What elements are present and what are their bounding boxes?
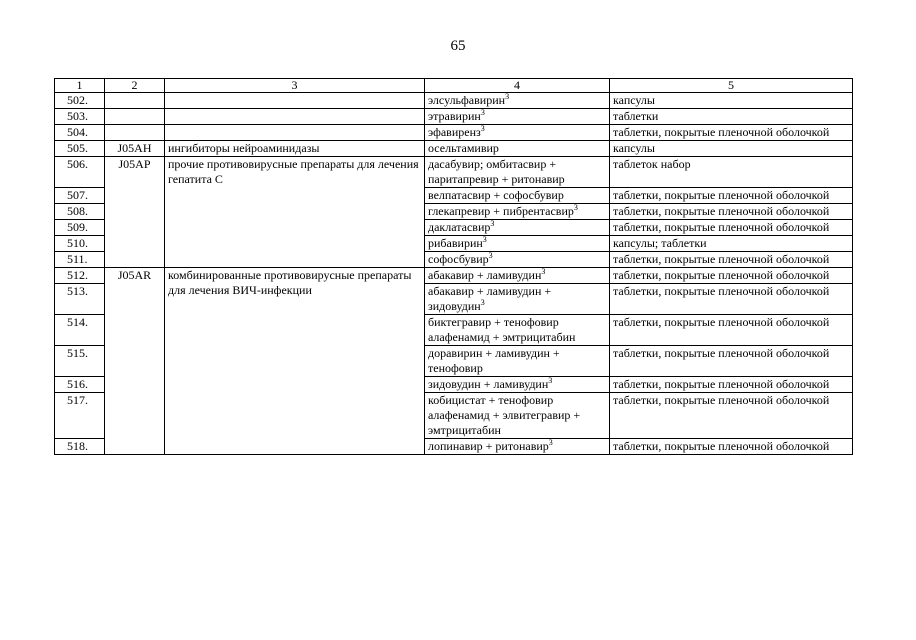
drug-name-cell [425,252,610,268]
drug-name-cell [425,109,610,125]
drug-name: этравирин [428,109,481,123]
drug-name: абакавир + ламивудин + зидовудин [428,284,552,313]
row-number: 510. [55,236,105,252]
drug-name-cell [425,377,610,393]
atc-code-cell [105,93,165,109]
dosage-form: таблетки, покрытые пленочной оболочкой [610,125,853,141]
atc-code-cell [105,109,165,125]
dosage-form: таблетки, покрытые пленочной оболочкой [610,252,853,268]
group-cell [165,109,425,125]
footnote-mark: 3 [488,251,493,260]
footnote-mark: 3 [482,235,487,244]
drug-name-cell [425,315,610,346]
atc-code: J05AP [105,157,165,268]
drug-name: кобицистат + тенофовир алафенамид + элвитегравир + эмтрицитабин [428,393,581,437]
dosage-form: таблетки, покрытые пленочной оболочкой [610,268,853,284]
drug-name-cell [425,125,610,141]
drug-name-cell [425,439,610,455]
row-number: 508. [55,204,105,220]
row-number: 503. [55,109,105,125]
dosage-form: капсулы [610,141,853,157]
drug-name: доравирин + ламивудин + тенофовир [428,346,560,375]
dosage-form: таблетки, покрытые пленочной оболочкой [610,220,853,236]
row-number: 516. [55,377,105,393]
table-header-row [55,79,853,93]
row-number: 507. [55,188,105,204]
dosage-form: таблетки, покрытые пленочной оболочкой [610,315,853,346]
footnote-mark: 3 [573,203,578,212]
pharmacological-group: комбинированные противовирусные препараты для лечения ВИЧ-инфекции [165,268,425,455]
pharmacological-group: ингибиторы нейроаминидазы [165,141,425,157]
row-number: 504. [55,125,105,141]
drug-name: велпатасвир + софосбувир [428,188,564,202]
footnote-mark: 3 [541,267,546,276]
table-row [55,125,853,141]
dosage-form: капсулы; таблетки [610,236,853,252]
drug-name: даклатасвир [428,220,491,234]
atc-code: J05AR [105,268,165,455]
pharmacological-group: прочие противовирусные препараты для лечения гепатита С [165,157,425,268]
row-number: 502. [55,93,105,109]
row-number: 513. [55,284,105,315]
drug-name: абакавир + ламивудин [428,268,542,282]
row-number: 505. [55,141,105,157]
drug-name: осельтамивир [428,141,499,155]
dosage-form: таблетки, покрытые пленочной оболочкой [610,439,853,455]
drug-name: лопинавир + ритонавир [428,439,549,453]
drug-name-cell [425,346,610,377]
drug-name-cell [425,236,610,252]
row-number: 509. [55,220,105,236]
dosage-form: таблетки, покрытые пленочной оболочкой [610,284,853,315]
row-number: 514. [55,315,105,346]
row-number: 506. [55,157,105,188]
drug-name-cell [425,393,610,439]
drug-name-cell [425,284,610,315]
footnote-mark: 3 [548,438,553,447]
footnote-mark: 3 [480,124,485,133]
footnote-mark: 3 [505,92,510,101]
drug-name-cell [425,157,610,188]
row-number: 517. [55,393,105,439]
dosage-form: таблетки, покрытые пленочной оболочкой [610,188,853,204]
drug-name-cell [425,93,610,109]
drug-name: зидовудин + ламивудин [428,377,549,391]
page-number: 65 [450,38,466,54]
drug-name: глекапревир + пибрентасвир [428,204,574,218]
column-header: 4 [425,79,610,93]
dosage-form: таблетки, покрытые пленочной оболочкой [610,204,853,220]
footnote-mark: 3 [480,298,485,307]
drug-name-cell [425,268,610,284]
table-row [55,157,853,188]
drug-name: рибавирин [428,236,483,250]
drug-name-cell [425,220,610,236]
dosage-form: таблетки, покрытые пленочной оболочкой [610,393,853,439]
dosage-form: капсулы [610,93,853,109]
column-header: 3 [165,79,425,93]
dosage-form: таблетки, покрытые пленочной оболочкой [610,346,853,377]
table-row [55,268,853,284]
drug-name: дасабувир; омбитасвир + паритапревир + ритонавир [428,157,565,186]
drug-name-cell [425,188,610,204]
drug-name: элсульфавирин [428,93,506,107]
atc-code: J05AH [105,141,165,157]
drug-name: софосбувир [428,252,489,266]
drug-name-cell [425,141,610,157]
row-number: 511. [55,252,105,268]
drug-name-cell [425,204,610,220]
drug-name: биктегравир + тенофовир алафенамид + эмтрицитабин [428,315,576,344]
column-header: 5 [610,79,853,93]
atc-code-cell [105,125,165,141]
footnote-mark: 3 [548,376,553,385]
medication-table [54,78,853,455]
group-cell [165,125,425,141]
drug-name: эфавиренз [428,125,481,139]
table-row [55,141,853,157]
row-number: 515. [55,346,105,377]
group-cell [165,93,425,109]
dosage-form: таблетки, покрытые пленочной оболочкой [610,377,853,393]
table-row [55,93,853,109]
footnote-mark: 3 [480,108,485,117]
column-header: 1 [55,79,105,93]
table-row [55,109,853,125]
footnote-mark: 3 [490,219,495,228]
dosage-form: таблетки [610,109,853,125]
column-header: 2 [105,79,165,93]
dosage-form: таблеток набор [610,157,853,188]
row-number: 518. [55,439,105,455]
row-number: 512. [55,268,105,284]
